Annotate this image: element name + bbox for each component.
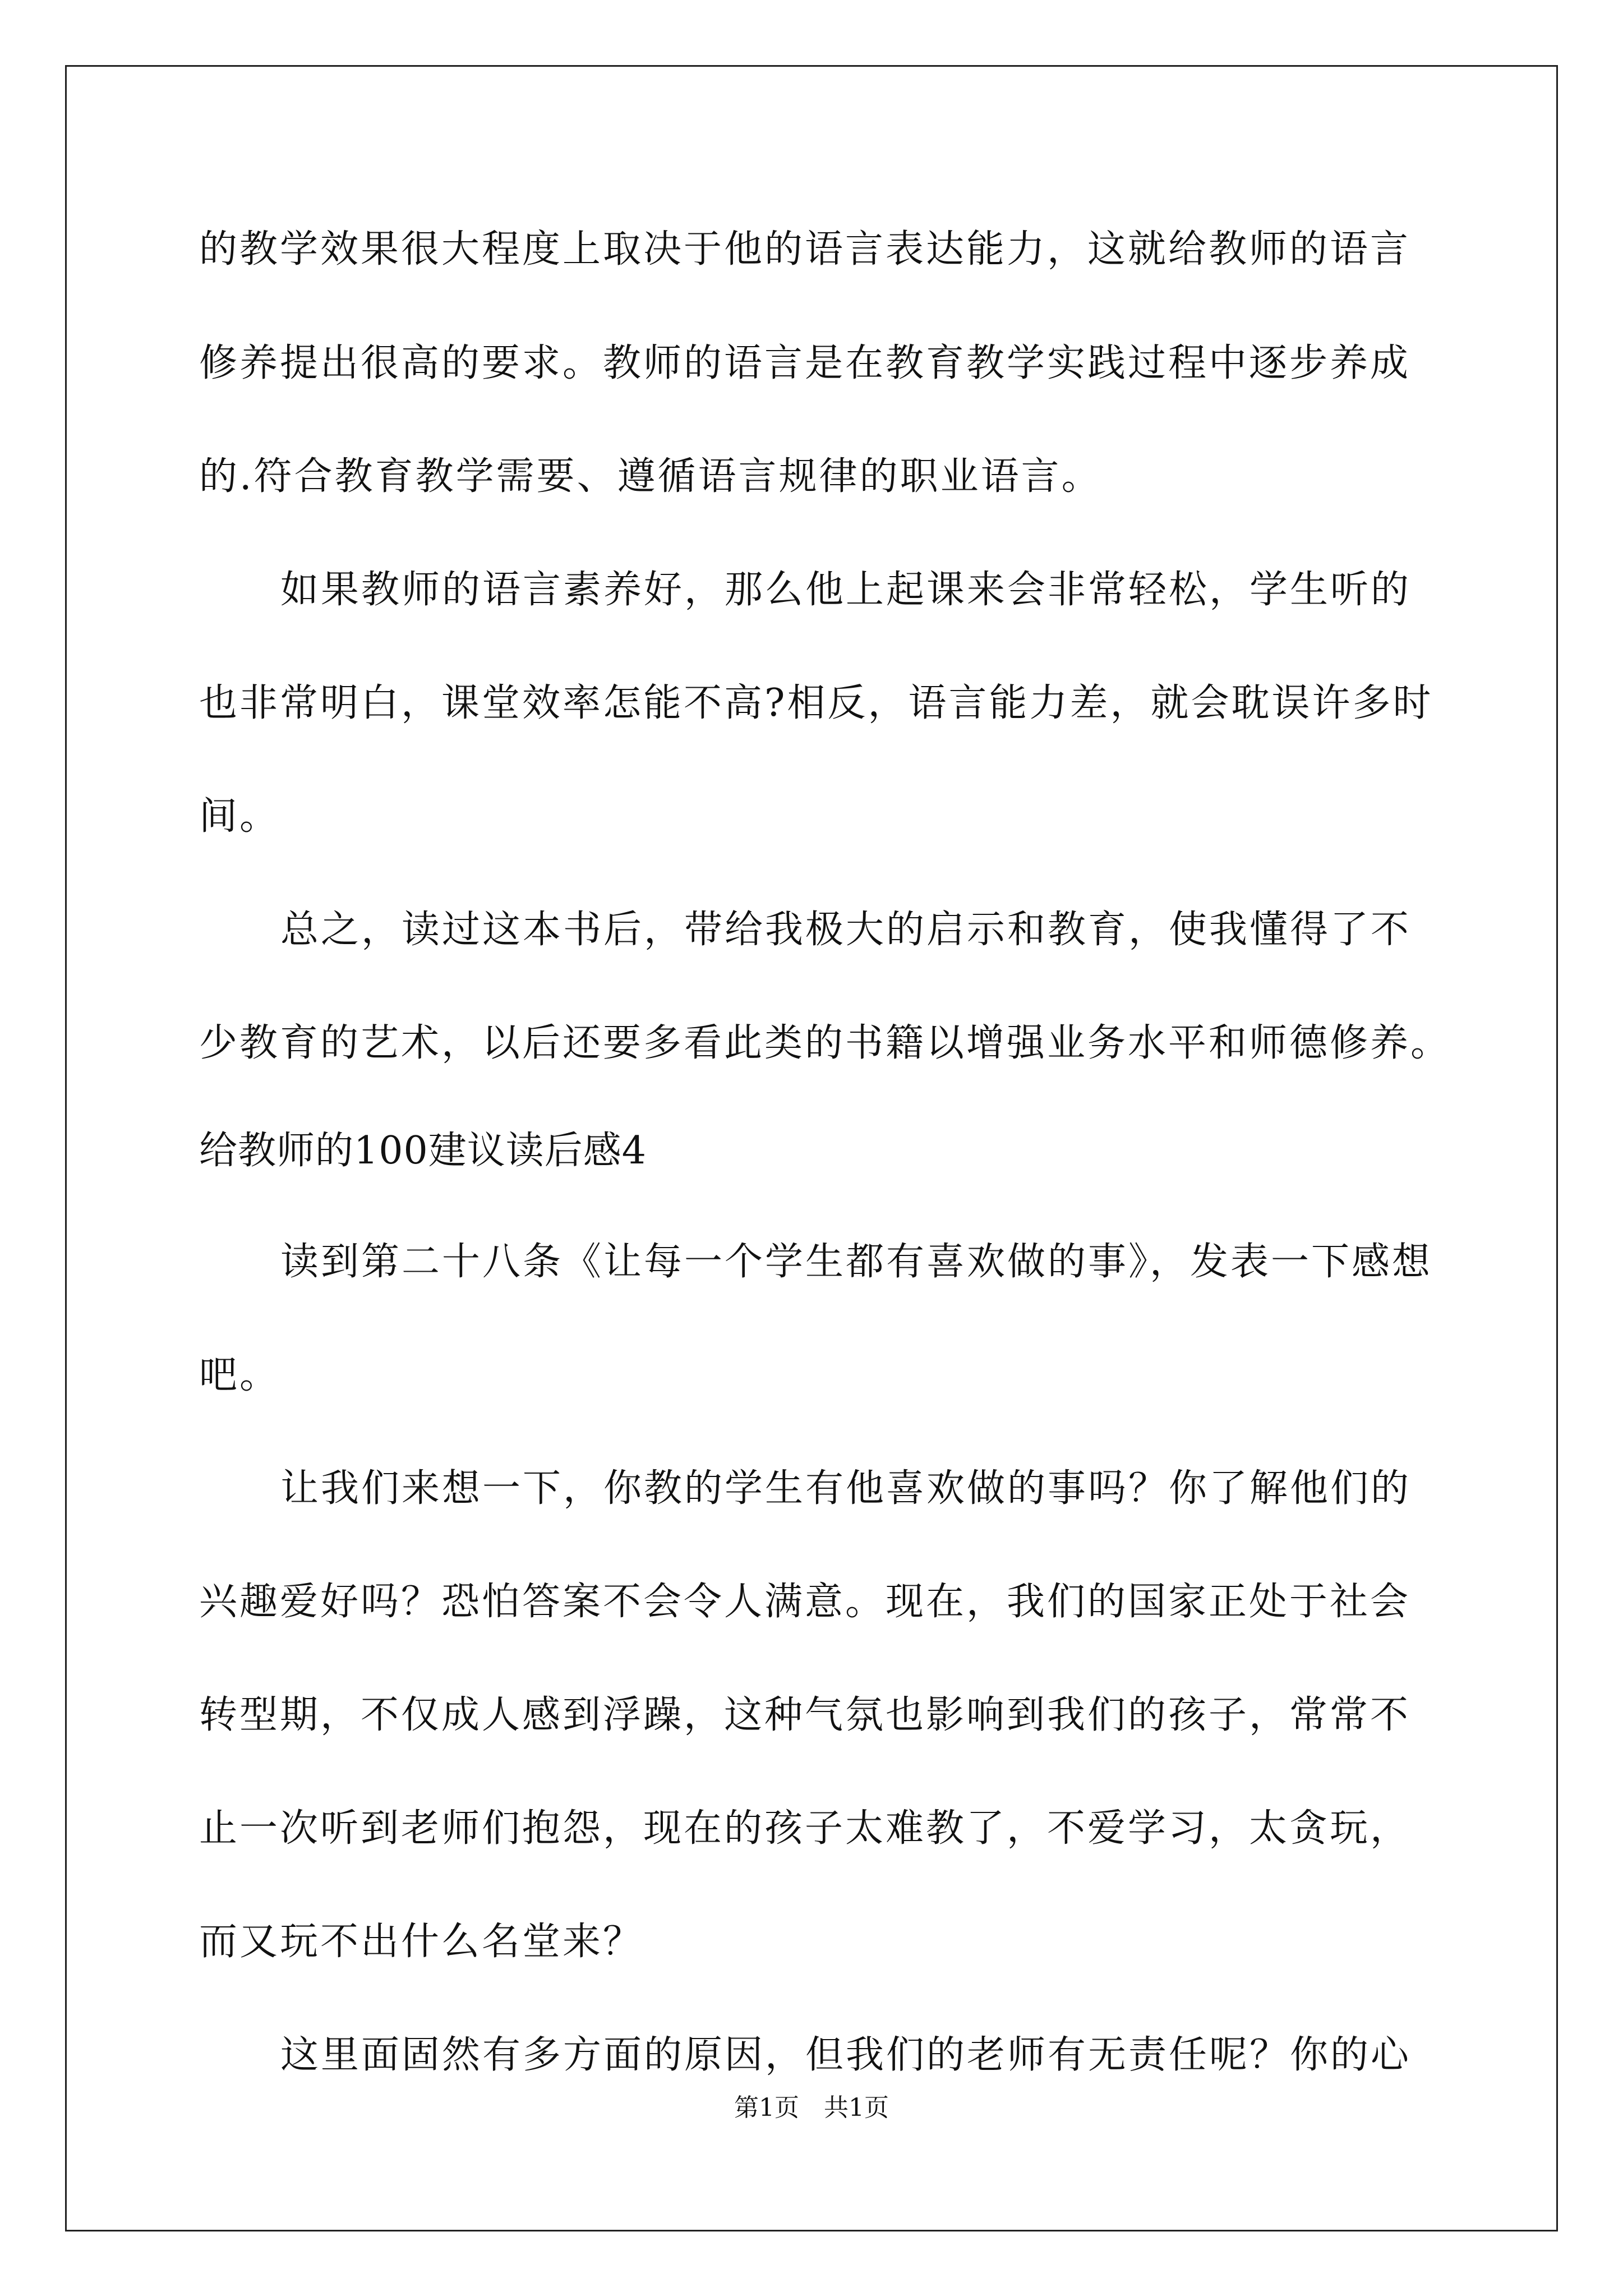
text-line: 的.符合教育教学需要、遵循语言规律的职业语言。: [199, 454, 1102, 499]
text-line: 兴趣爱好吗？恐怕答案不会令人满意。现在，我们的国家正处于社会: [199, 1580, 1411, 1624]
text-line: 而又玩不出什么名堂来？: [199, 1920, 644, 1964]
section-heading: 给教师的100建议读后感4: [199, 1129, 647, 1173]
text-line: 间。: [199, 794, 280, 839]
text-line: 也非常明白，课堂效率怎能不高?相反，语言能力差，就会耽误许多时: [199, 681, 1433, 725]
paragraph-first-line: 让我们来想一下，你教的学生有他喜欢做的事吗？你了解他们的: [280, 1466, 1412, 1511]
text-line: 吧。: [199, 1353, 280, 1397]
paragraph-first-line: 读到第二十八条《让每一个学生都有喜欢做的事》，发表一下感想: [280, 1240, 1433, 1284]
paragraph-first-line: 这里面固然有多方面的原因，但我们的老师有无责任呢？你的心: [280, 2033, 1412, 2077]
text-line: 转型期，不仅成人感到浮躁，这种气氛也影响到我们的孩子，常常不: [199, 1693, 1411, 1737]
text-line: 止一次听到老师们抱怨，现在的孩子太难教了，不爱学习，太贪玩，: [199, 1806, 1411, 1851]
text-line: 少教育的艺术，以后还要多看此类的书籍以增强业务水平和师德修养。: [199, 1021, 1451, 1065]
paragraph-first-line: 总之，读过这本书后，带给我极大的启示和教育，使我懂得了不: [280, 908, 1412, 952]
text-line: 的教学效果很大程度上取决于他的语言表达能力，这就给教师的语言: [199, 227, 1411, 272]
page-footer: 第1页 共1页: [734, 2093, 889, 2122]
paragraph-first-line: 如果教师的语言素养好，那么他上起课来会非常轻松，学生听的: [280, 568, 1412, 612]
text-line: 修养提出很高的要求。教师的语言是在教育教学实践过程中逐步养成: [199, 341, 1411, 385]
